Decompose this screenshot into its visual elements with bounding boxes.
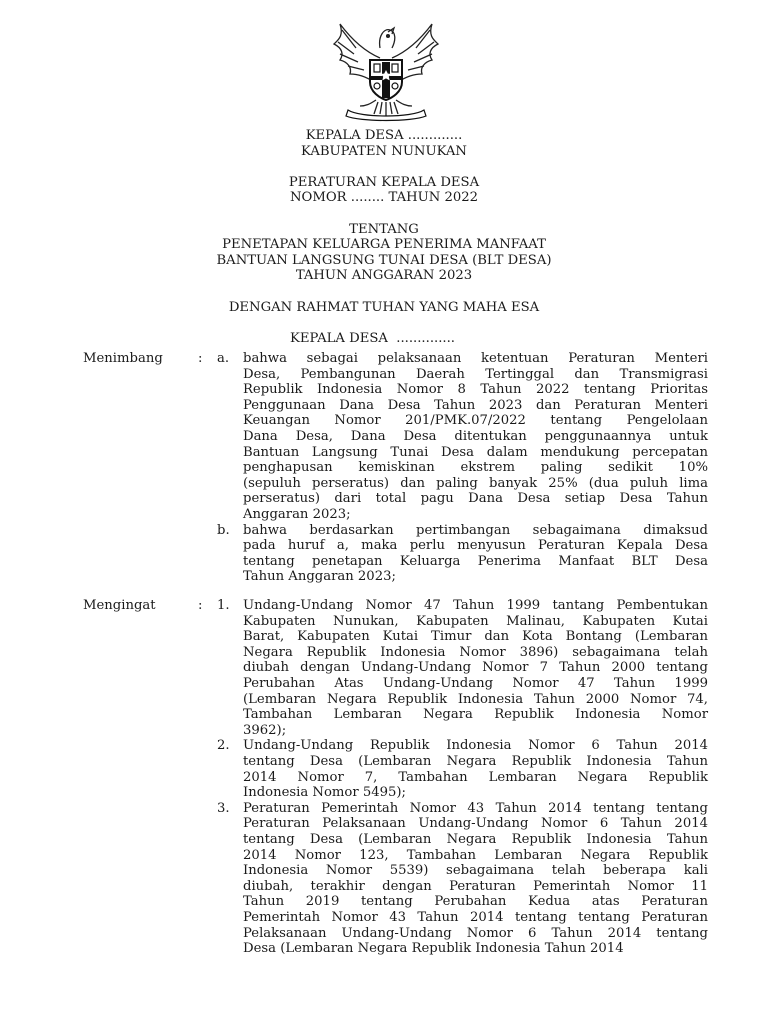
text-line: Barat, Kabupaten Kutai Timur dan Kota Bontang (Lembaran <box>243 629 708 645</box>
text-line: Dana Desa, Dana Desa ditentukan penggunaannya untuk <box>243 428 708 444</box>
item-number: a. <box>217 351 230 366</box>
text-line: tentang Desa (Lembaran Negara Republik Indonesia Tahun <box>243 831 708 847</box>
text-line: diubah dengan Undang-Undang Nomor 7 Tahun 2000 tentang <box>243 660 708 676</box>
text-line: Undang-Undang Nomor 47 Tahun 1999 tantang Pembentukan <box>243 598 708 613</box>
item-text <box>243 598 708 738</box>
section-label: Mengingat <box>83 598 156 613</box>
section-colon: : <box>198 351 203 366</box>
text-line: Indonesia Nomor 5495); <box>243 785 406 801</box>
text-line: (Lembaran Negara Republik Indonesia Tahun 2000 Nomor 74, <box>243 691 708 707</box>
text-line: diubah, terakhir dengan Peraturan Pemerintah Nomor 11 <box>243 878 708 894</box>
header-line: KEPALA DESA ............. <box>305 128 463 143</box>
section-label: Menimbang <box>83 351 163 366</box>
item-number: b. <box>217 522 230 538</box>
text-line: Negara Republik Indonesia Nomor 3896) sebagaimana telah <box>243 644 708 660</box>
text-line: Peraturan Pemerintah Nomor 43 Tahun 2014 tentang tentang <box>243 800 708 816</box>
text-line: perseratus) dari total pagu Dana Desa setiap Desa Tahun <box>243 491 708 507</box>
section-colon: : <box>198 598 203 613</box>
text-line: tentang Desa (Lembaran Negara Republik Indonesia Tahun <box>243 753 708 769</box>
text-line: pada huruf a, maka perlu menyusun Peraturan Kepala Desa <box>243 538 708 554</box>
text-line: tentang penetapan Keluarga Penerima Manfaat BLT Desa <box>243 553 708 569</box>
text-line: 3962); <box>243 722 287 738</box>
text-line: Desa (Lembaran Negara Republik Indonesia Tahun 2014 <box>243 941 624 957</box>
item-number: 1. <box>217 598 230 613</box>
header-line: PENETAPAN KELUARGA PENERIMA MANFAAT <box>222 237 546 253</box>
text-line: 2014 Nomor 123, Tambahan Lembaran Negara Republik <box>243 847 708 863</box>
text-line: Indonesia Nomor 5539) sebagaimana telah beberapa kali <box>243 863 708 879</box>
header-line: PERATURAN KEPALA DESA <box>288 174 480 190</box>
text-line: Desa, Pembangunan Daerah Tertinggal dan Transmigrasi <box>243 366 708 382</box>
text-line: Pemerintah Nomor 43 Tahun 2014 tentang tentang Peraturan <box>243 909 708 925</box>
header-line: KEPALA DESA .............. <box>290 330 455 346</box>
item-text <box>243 738 708 800</box>
text-line: Undang-Undang Republik Indonesia Nomor 6 Tahun 2014 <box>243 738 708 754</box>
text-line: Tahun 2019 tentang Perubahan Kedua atas Peraturan <box>243 894 708 910</box>
item-number: 2. <box>217 738 230 754</box>
text-line: Pelaksanaan Undang-Undang Nomor 6 Tahun 2014 tentang <box>243 925 708 941</box>
text-line: (sepuluh perseratus) dan paling banyak 25% (dua puluh lima <box>243 475 708 491</box>
text-line: 2014 Nomor 7, Tambahan Lembaran Negara Republik <box>243 769 708 785</box>
header-line: NOMOR ........ TAHUN 2022 <box>289 190 479 206</box>
garuda-emblem-icon <box>330 18 442 122</box>
header-line: DENGAN RAHMAT TUHAN YANG MAHA ESA <box>228 299 540 315</box>
text-line: Penggunaan Dana Desa Tahun 2023 dan Peraturan Menteri <box>243 397 708 413</box>
header-line: KABUPATEN NUNUKAN <box>301 143 467 159</box>
header-line: TENTANG <box>349 221 419 237</box>
text-line: Kabupaten Nunukan, Kabupaten Malinau, Kabupaten Kutai <box>243 613 708 629</box>
text-line: bahwa sebagai pelaksanaan ketentuan Peraturan Menteri <box>243 351 708 366</box>
header-line: BANTUAN LANGSUNG TUNAI DESA (BLT DESA) <box>216 252 552 268</box>
item-text <box>243 523 708 585</box>
item-text <box>243 801 708 957</box>
text-line: Perubahan Atas Undang-Undang Nomor 47 Tahun 1999 <box>243 675 708 691</box>
text-line: Bantuan Langsung Tunai Desa dalam mendukung percepatan <box>243 444 708 460</box>
text-line: Republik Indonesia Nomor 8 Tahun 2022 tentang Prioritas <box>243 382 708 398</box>
item-number: 3. <box>217 800 230 816</box>
header-line: TAHUN ANGGARAN 2023 <box>295 268 473 284</box>
text-line: Keuangan Nomor 201/PMK.07/2022 tentang Pengelolaan <box>243 413 708 429</box>
text-line: Anggaran 2023; <box>243 506 351 522</box>
text-line: bahwa berdasarkan pertimbangan sebagaimana dimaksud <box>243 522 708 538</box>
text-line: Tahun Anggaran 2023; <box>243 569 396 585</box>
text-line: Tambahan Lembaran Negara Republik Indonesia Nomor <box>243 707 708 723</box>
item-text <box>243 351 708 523</box>
text-line: penghapusan kemiskinan ekstrem paling sedikit 10% <box>243 460 708 476</box>
text-line: Peraturan Pelaksanaan Undang-Undang Nomor 6 Tahun 2014 <box>243 816 708 832</box>
